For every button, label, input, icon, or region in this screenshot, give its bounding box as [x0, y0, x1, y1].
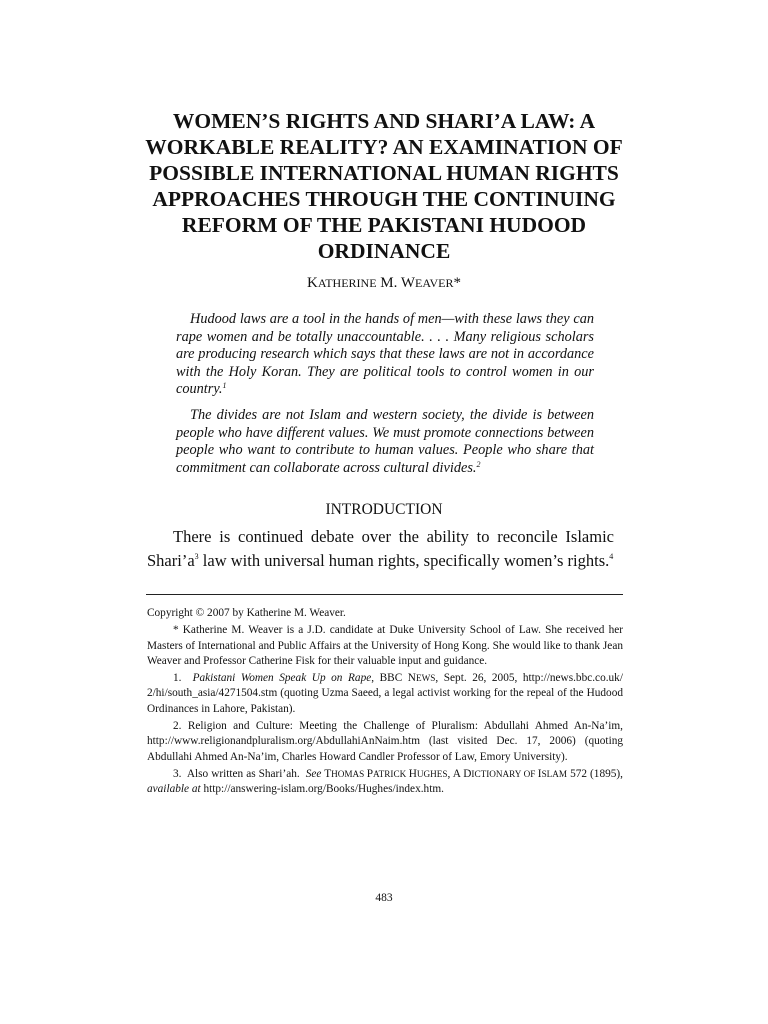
epigraph-quote: Hudood laws are a tool in the hands of men—with these laws they can rape women and be totally unaccountable. . . . Many religious scholars are producing research which says that these laws are not in accordance with the Holy Koran. They are political tools to control women in our country.$^1$	[176, 311, 594, 398]
title-line: ORDINANCE	[317, 239, 451, 263]
footnote-divider	[146, 594, 623, 595]
copyright-notice: Copyright © 2007 by Katherine M. Weaver.	[147, 607, 346, 619]
footnote-1: 1. Pakistani Women Speak Up on Rape, BBC NEWS, Sept. 26, 2005, http://news.bbc.co.uk/ 2/hi/south_asia/4271504.stm (quoting Uzma Saeed, a legal activist working for the repeal of the Hudood Ordinances in Lahore, Pakistan).	[147, 672, 623, 715]
author-footnote-marker: *	[453, 275, 461, 291]
footnote-3: 3. Also written as Shari’ah. See THOMAS PATRICK HUGHES, A DICTIONARY OF ISLAM 572 (1895), available at http://answering-islam.org/Books/Hughes/index.htm.	[147, 767, 623, 796]
title-line: POSSIBLE INTERNATIONAL HUMAN RIGHTS	[149, 161, 619, 185]
article-title	[120, 108, 648, 264]
epigraph-block	[176, 311, 594, 485]
epigraph-quote: The divides are not Islam and western society, the divide is between people who have different values. We must promote connections between people who want to contribute to human values. People who share that commitment can collaborate across cultural divides.$^2$	[176, 406, 594, 476]
footnote-ref: 1	[222, 381, 227, 391]
title-line: APPROACHES THROUGH THE CONTINUING	[152, 187, 616, 211]
title-line: WOMEN’S RIGHTS AND SHARI’A LAW: A	[172, 109, 596, 133]
page-number: 483	[375, 892, 393, 904]
footnote-ref: 3	[194, 552, 199, 561]
footnote-star: * Katherine M. Weaver is a J.D. candidate at Duke University School of Law. She received her Masters of International and Public Affairs at the University of Hong Kong. She would like to thank Jean Weaver and Professor Catherine Fisk for their valuable input and guidance.	[147, 624, 623, 667]
footnotes	[147, 606, 623, 800]
footnote-ref: 2	[476, 459, 481, 469]
body-paragraph: There is continued debate over the ability to reconcile Islamic $Shari’a^3$ law with universal human rights, specifically women’s rights.$^4$	[147, 527, 614, 570]
footnote-2: 2. Religion and Culture: Meeting the Challenge of Pluralism: Abdullahi Ahmed An-Na’im, http://www.religionandpluralism.org/AbdullahiAnNaim.htm (last visited Dec. 17, 2006) (quoting Abdullahi Ahmed An-Na’im, Charles Howard Candler Professor of Law, Emory University).	[147, 720, 623, 763]
footnote-ref: 4	[609, 552, 614, 561]
title-line: REFORM OF THE PAKISTANI HUDOOD	[181, 213, 587, 237]
title-line: WORKABLE REALITY? AN EXAMINATION OF	[145, 135, 623, 159]
section-heading: INTRODUCTION	[325, 501, 443, 518]
author-name: KATHERINE M. WEAVER*	[307, 275, 461, 291]
